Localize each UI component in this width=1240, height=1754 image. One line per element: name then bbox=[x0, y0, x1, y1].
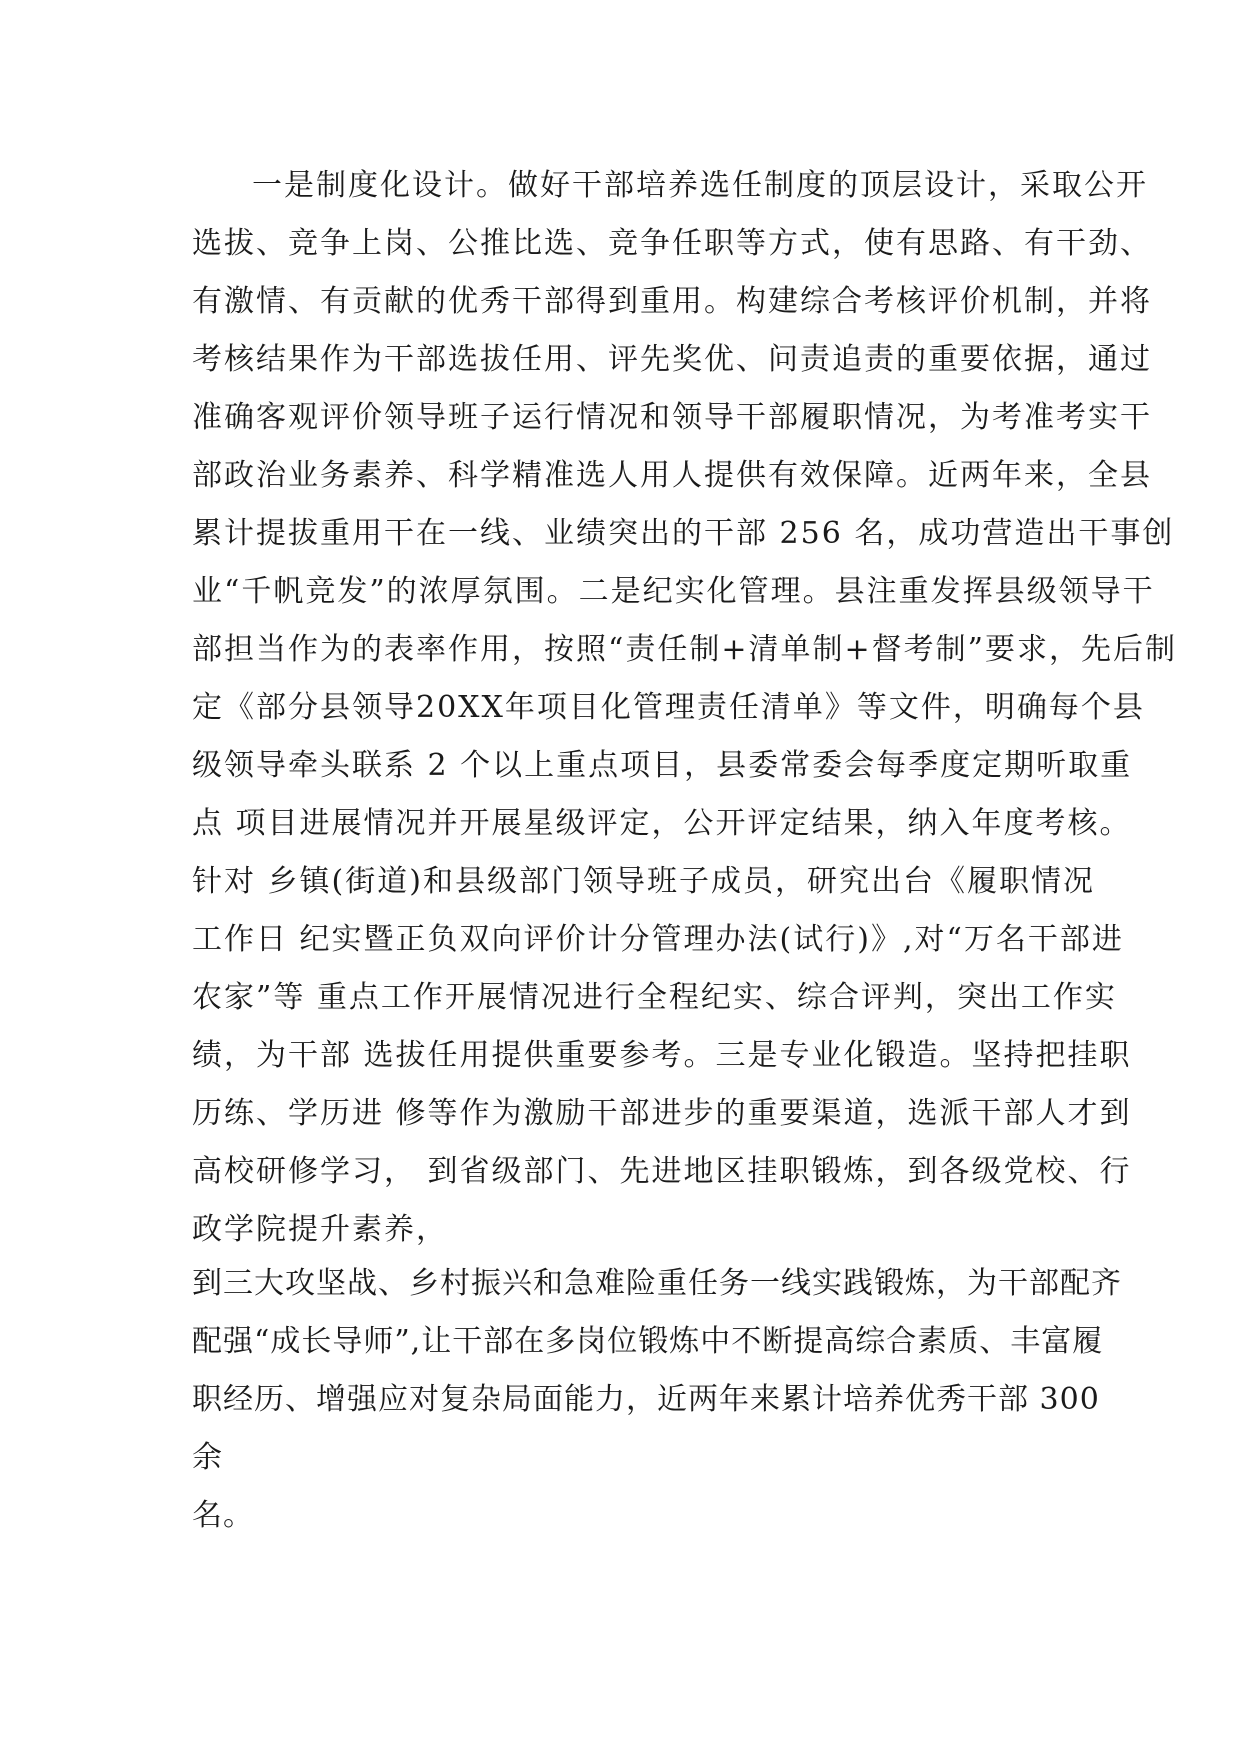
paragraph-line: 针对 乡镇(街道)和县级部门领导班子成员，研究出台《履职情况 bbox=[192, 864, 1095, 899]
paragraph-line: 考核结果作为干部选拔任用、评先奖优、问责追责的重要依据，通过 bbox=[192, 342, 1152, 377]
paragraph-line: 职经历、增强应对复杂局面能力，近两年来累计培养优秀干部 300 bbox=[192, 1382, 1100, 1417]
paragraph-line: 点 项目进展情况并开展星级评定，公开评定结果，纳入年度考核。 bbox=[192, 806, 1132, 841]
paragraph-line: 业“千帆竞发”的浓厚氛围。二是纪实化管理。县注重发挥县级领导干 bbox=[192, 574, 1155, 609]
paragraph-line: 部担当作为的表率作用，按照“责任制+清单制+督考制”要求，先后制 bbox=[192, 632, 1177, 667]
paragraph-line: 工作日 纪实暨正负双向评价计分管理办法(试行)》,对“万名干部进 bbox=[192, 922, 1124, 957]
paragraph-line: 定《部分县领导20XX年项目化管理责任清单》等文件，明确每个县 bbox=[192, 690, 1145, 725]
paragraph-line: 部政治业务素养、科学精准选人用人提供有效保障。近两年来，全县 bbox=[192, 458, 1152, 493]
paragraph-line: 名。 bbox=[192, 1498, 254, 1533]
paragraph-line: 绩，为干部 选拔任用提供重要参考。三是专业化锻造。坚持把挂职 bbox=[192, 1038, 1132, 1073]
paragraph-line: 到三大攻坚战、乡村振兴和急难险重任务一线实践锻炼，为干部配齐 bbox=[192, 1266, 1122, 1301]
paragraph-line: 选拔、竞争上岗、公推比选、竞争任职等方式，使有思路、有干劲、 bbox=[192, 226, 1152, 261]
paragraph-line: 一是制度化设计。做好干部培养选任制度的顶层设计，采取公开 bbox=[252, 168, 1148, 203]
paragraph-line: 准确客观评价领导班子运行情况和领导干部履职情况，为考准考实干 bbox=[192, 400, 1152, 435]
paragraph-line: 政学院提升素养， bbox=[192, 1212, 448, 1247]
paragraph-line: 历练、学历进 修等作为激励干部进步的重要渠道，选派干部人才到 bbox=[192, 1096, 1132, 1131]
paragraph-line: 有激情、有贡献的优秀干部得到重用。构建综合考核评价机制，并将 bbox=[192, 284, 1152, 319]
paragraph-line: 累计提拔重用干在一线、业绩突出的干部 256 名，成功营造出干事创 bbox=[192, 516, 1175, 551]
paragraph-line: 高校研修学习， 到省级部门、先进地区挂职锻炼，到各级党校、行 bbox=[192, 1154, 1132, 1189]
paragraph-line: 配强“成长导师”,让干部在多岗位锻炼中不断提高综合素质、丰富履 bbox=[192, 1324, 1104, 1359]
paragraph-line: 级领导牵头联系 2 个以上重点项目，县委常委会每季度定期听取重 bbox=[192, 748, 1133, 783]
paragraph-line: 余 bbox=[192, 1440, 223, 1475]
paragraph-line: 农家”等 重点工作开展情况进行全程纪实、综合评判，突出工作实 bbox=[192, 980, 1117, 1015]
